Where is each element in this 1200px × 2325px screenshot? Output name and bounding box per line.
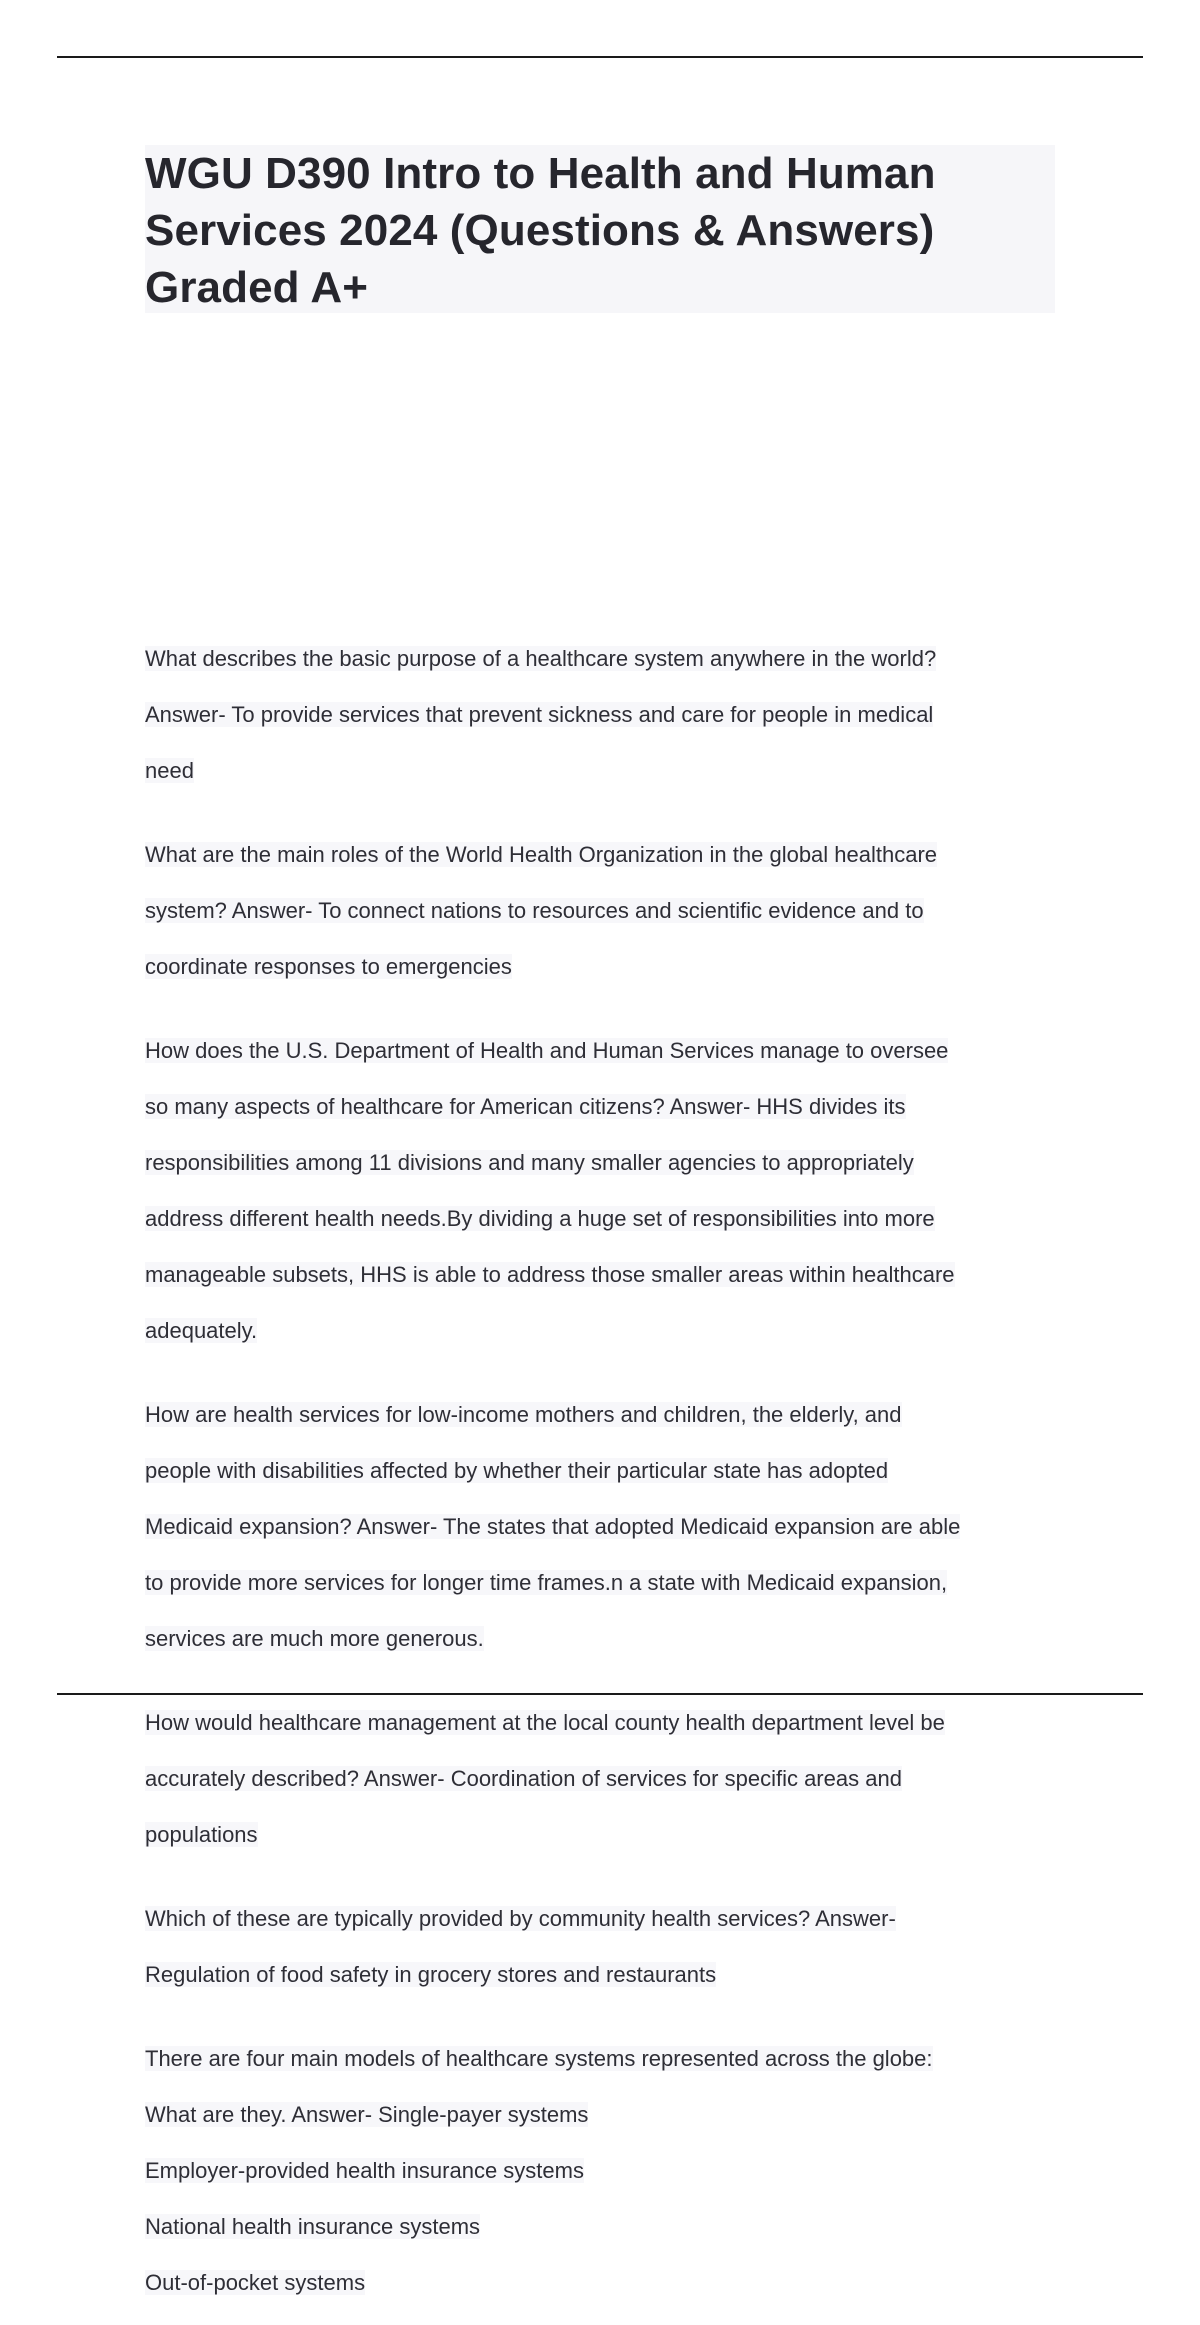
qa-line: How does the U.S. Department of Health and Human Services manage to oversee [145,1038,949,1063]
qa-item [145,813,1065,981]
qa-line: to provide more services for longer time frames.n a state with Medicaid expansion, [145,1570,948,1595]
qa-item [145,1373,1065,1653]
qa-line: services are much more generous. [145,1626,484,1651]
qa-line: Answer- To provide services that prevent sickness and care for people in medical [145,702,934,727]
qa-line: There are four main models of healthcare systems represented across the globe: [145,2046,933,2071]
qa-line: populations [145,1822,258,1847]
qa-line: Which of these are typically provided by community health services? Answer- [145,1906,896,1931]
qa-line: so many aspects of healthcare for American citizens? Answer- HHS divides its [145,1094,906,1119]
title-line: Services 2024 (Questions & Answers) [145,206,935,255]
qa-item [145,2017,1065,2297]
qa-line: adequately. [145,1318,258,1343]
qa-line: system? Answer- To connect nations to resources and scientific evidence and to [145,898,924,923]
document-title [145,145,1055,316]
qa-line: people with disabilities affected by whether their particular state has adopted [145,1458,889,1483]
qa-line: need [145,758,194,783]
qa-item [145,617,1065,785]
bottom-rule [57,1693,1143,1695]
qa-line: What are they. Answer- Single-payer systems [145,2102,589,2127]
qa-item [145,1009,1065,1345]
qa-line: manageable subsets, HHS is able to address those smaller areas within healthcare [145,1262,955,1287]
qa-line: coordinate responses to emergencies [145,954,512,979]
title-block [145,145,1055,313]
title-line: WGU D390 Intro to Health and Human [145,149,936,198]
qa-line: Out-of-pocket systems [145,2270,366,2295]
qa-item [145,1877,1065,1989]
qa-line: Regulation of food safety in grocery stores and restaurants [145,1962,717,1987]
qa-line: How would healthcare management at the local county health department level be [145,1710,945,1735]
qa-line: address different health needs.By dividing a huge set of responsibilities into more [145,1206,935,1231]
qa-line: Employer-provided health insurance systems [145,2158,584,2183]
qa-line: National health insurance systems [145,2214,481,2239]
qa-line: What are the main roles of the World Health Organization in the global healthcare [145,842,938,867]
title-line: Graded A+ [145,263,369,312]
qa-line: How are health services for low-income mothers and children, the elderly, and [145,1402,902,1427]
qa-line: responsibilities among 11 divisions and many smaller agencies to appropriately [145,1150,914,1175]
qa-line: Medicaid expansion? Answer- The states that adopted Medicaid expansion are able [145,1514,961,1539]
qa-list [145,617,1065,2325]
qa-item [145,1681,1065,1849]
top-rule [57,56,1143,58]
qa-line: What describes the basic purpose of a healthcare system anywhere in the world? [145,646,937,671]
qa-line: accurately described? Answer- Coordination of services for specific areas and [145,1766,902,1791]
